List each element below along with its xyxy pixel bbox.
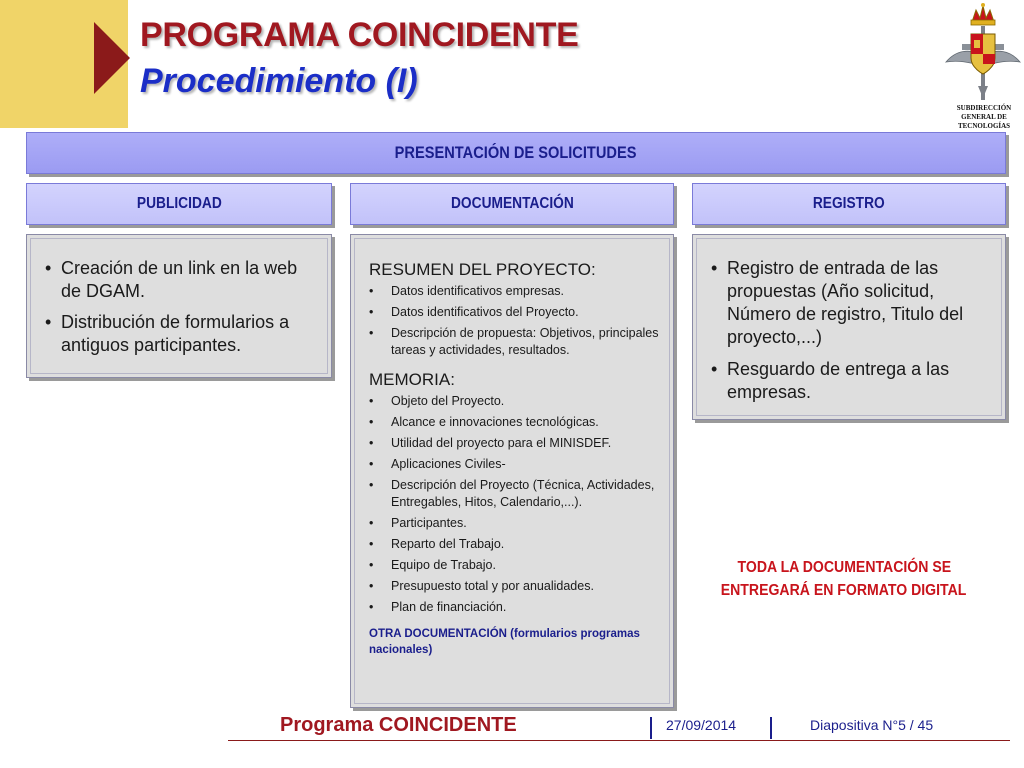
list-item: • Equipo de Trabajo. (369, 557, 659, 574)
list-item: • Objeto del Proyecto. (369, 393, 659, 410)
footer-date: 27/09/2014 (666, 717, 737, 733)
list-item: • Reparto del Trabajo. (369, 536, 659, 553)
list-item: • Datos identificativos empresas. (369, 283, 659, 300)
footer-separator (770, 717, 772, 739)
resumen-list (369, 283, 659, 359)
registro-header-label: REGISTRO (813, 195, 885, 212)
list-item: • Creación de un link en la web de DGAM. (35, 257, 319, 303)
registro-panel (692, 234, 1006, 420)
crown-icon (971, 3, 995, 25)
publicidad-header-label: PUBLICIDAD (136, 195, 222, 212)
documentacion-panel (350, 234, 674, 708)
emblem-label-line: GENERAL DE (961, 113, 1007, 121)
registro-list (699, 257, 995, 413)
footer-divider (228, 740, 1010, 741)
list-item: • Utilidad del proyecto para el MINISDEF. (369, 435, 659, 452)
list-item: • Descripción de propuesta: Objetivos, principales tareas y actividades, resultados. (369, 325, 659, 359)
presentacion-solicitudes-bar (26, 132, 1006, 174)
emblem-label-line: TECNOLOGÍAS (957, 122, 1011, 130)
title-arrow-icon (94, 22, 130, 94)
documentacion-content (369, 259, 659, 658)
list-item: • Datos identificativos del Proyecto. (369, 304, 659, 321)
slide-title: PROGRAMA COINCIDENTE (140, 16, 579, 54)
list-item: • Participantes. (369, 515, 659, 532)
notice-line: ENTREGARÁ EN FORMATO DIGITAL (721, 582, 967, 599)
list-item: • Registro de entrada de las propuestas (Año solicitud, Número de registro, Titulo del proyecto,...) (699, 257, 995, 349)
list-item: • Alcance e innovaciones tecnológicas. (369, 414, 659, 431)
notice-line: TODA LA DOCUMENTACIÓN SE (737, 559, 951, 576)
list-item: • Plan de financiación. (369, 599, 659, 616)
list-item: • Resguardo de entrega a las empresas. (699, 358, 995, 404)
registro-header (692, 183, 1006, 225)
main-bar-label: PRESENTACIÓN DE SOLICITUDES (395, 143, 637, 162)
footer-separator (650, 717, 652, 739)
documentacion-header (350, 183, 674, 225)
list-item: • Presupuesto total y por anualidades. (369, 578, 659, 595)
footer-slide-number: Diapositiva N°5 / 45 (810, 717, 934, 733)
memoria-heading: MEMORIA: (369, 370, 455, 389)
list-item: • Distribución de formularios a antiguos participantes. (35, 311, 319, 357)
emblem-label-line: SUBDIRECCIÓN (956, 104, 1012, 112)
emblem-label (944, 104, 1024, 131)
memoria-list (369, 393, 659, 616)
list-item: • Aplicaciones Civiles- (369, 456, 659, 473)
publicidad-header (26, 183, 332, 225)
documentacion-header-label: DOCUMENTACIÓN (450, 195, 574, 212)
coat-of-arms-emblem (942, 0, 1024, 104)
resumen-heading: RESUMEN DEL PROYECTO: (369, 260, 596, 279)
publicidad-panel (26, 234, 332, 378)
list-item: • Descripción del Proyecto (Técnica, Actividades, Entregables, Hitos, Calendario,...). (369, 477, 659, 511)
slide-subtitle: Procedimiento (I) (140, 62, 418, 100)
otra-documentacion-note: OTRA DOCUMENTACIÓN (formularios programas nacionales) (369, 628, 640, 656)
digital-format-notice (690, 556, 998, 602)
publicidad-list (35, 257, 319, 365)
footer-title: Programa COINCIDENTE (280, 714, 517, 736)
